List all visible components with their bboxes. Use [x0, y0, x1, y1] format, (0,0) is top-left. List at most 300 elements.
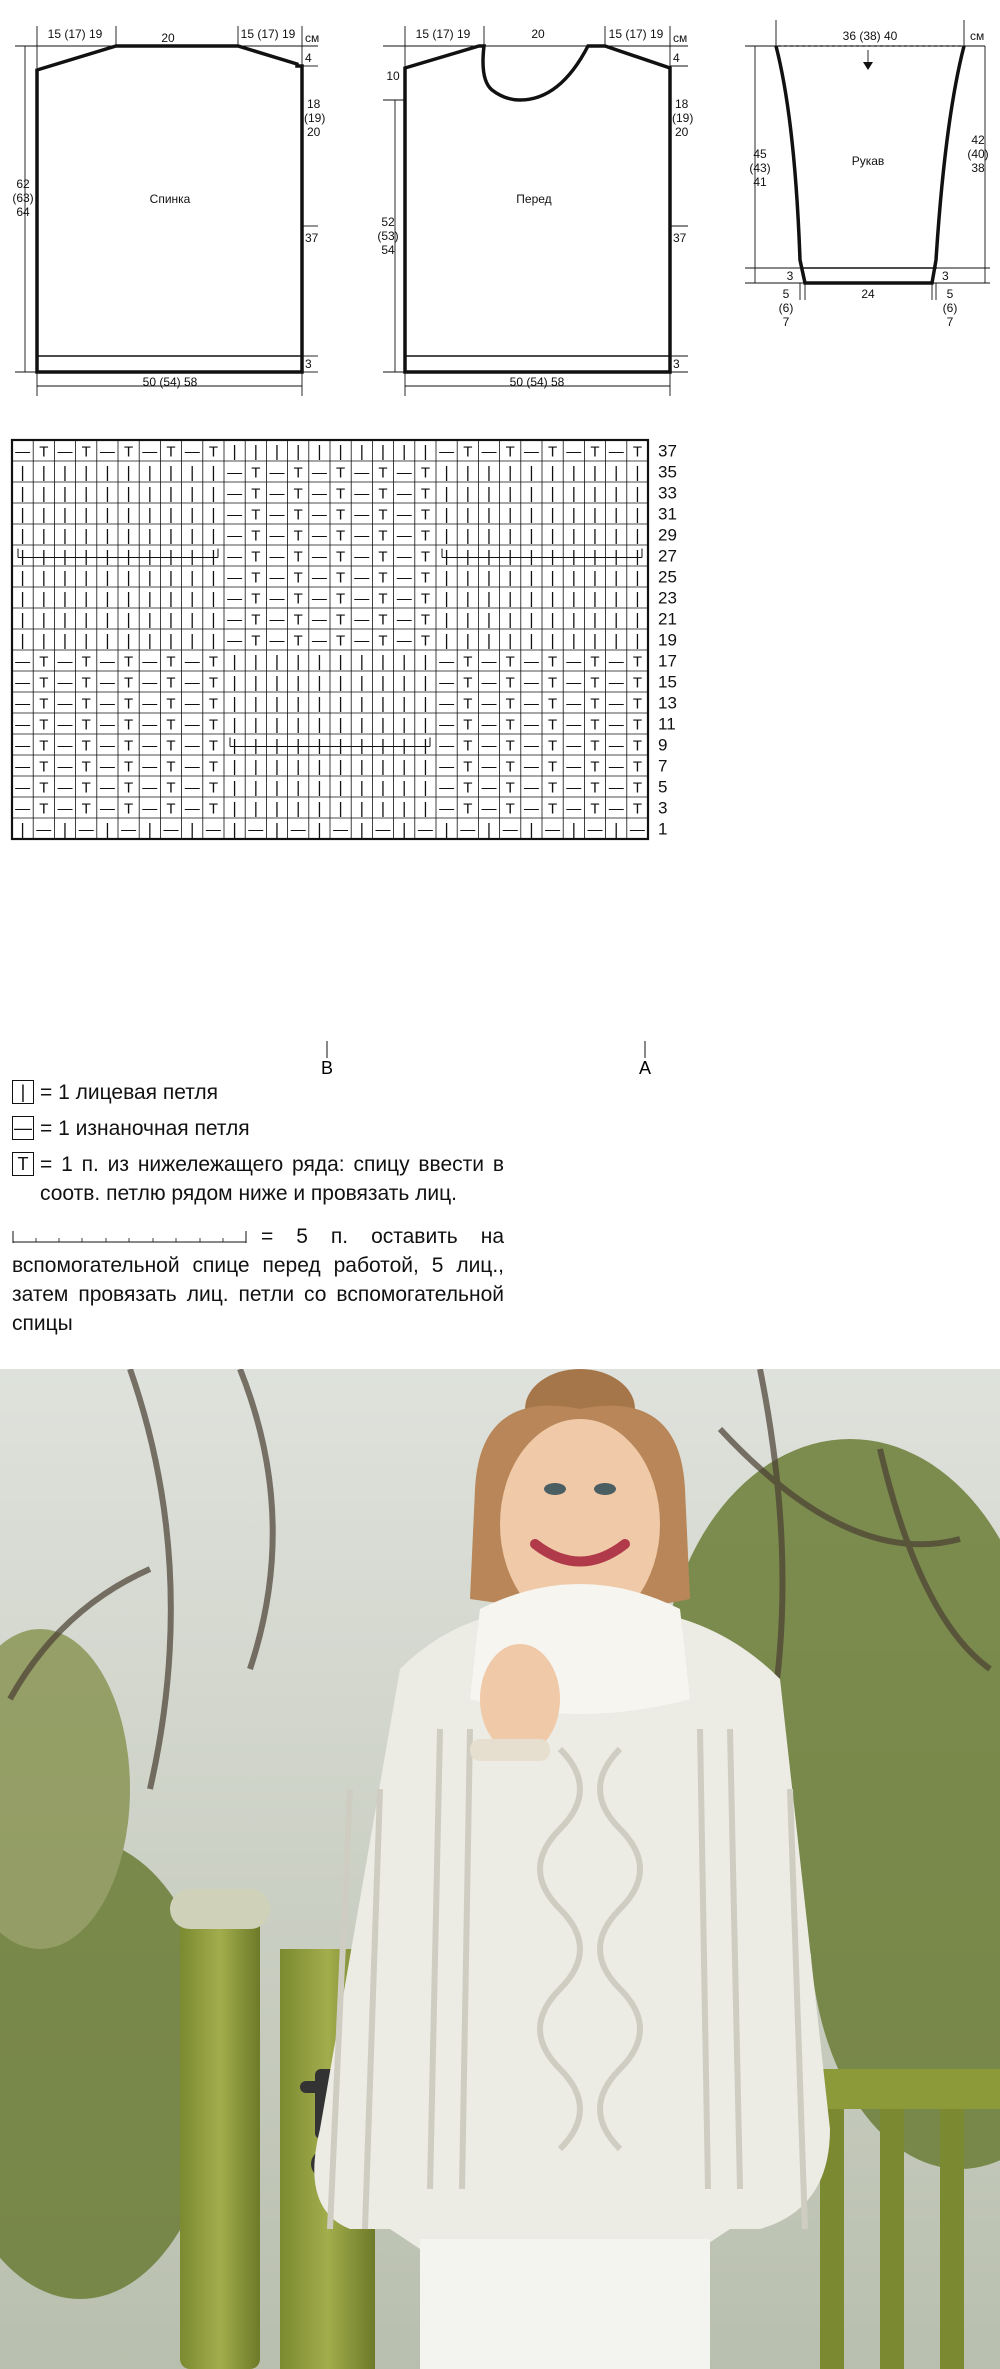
knit-below-stitch: T: [124, 779, 134, 797]
front-rib-label: 3: [673, 357, 680, 371]
purl-stitch: —: [15, 674, 31, 692]
knit-below-stitch: T: [336, 485, 346, 503]
knit-stitch: |: [486, 569, 492, 587]
knit-stitch: |: [338, 758, 343, 776]
knit-stitch: |: [508, 632, 513, 650]
knit-below-stitch: T: [632, 779, 642, 797]
knit-stitch: |: [465, 548, 470, 566]
knit-stitch: |: [529, 821, 534, 839]
back-armhole-label-3: 20: [307, 125, 321, 139]
purl-stitch: —: [354, 548, 370, 566]
knit-stitch: |: [62, 548, 68, 566]
purl-stitch: —: [523, 737, 539, 755]
purl-stitch: —: [311, 527, 327, 545]
knit-stitch: |: [614, 569, 619, 587]
knit-stitch: |: [550, 569, 555, 587]
knit-below-stitch: T: [208, 695, 218, 713]
purl-stitch: —: [481, 695, 497, 713]
knit-stitch: |: [444, 569, 449, 587]
knit-below-stitch: T: [548, 758, 558, 776]
knit-stitch: |: [508, 485, 513, 503]
front-length-label-3: 54: [381, 243, 395, 257]
knit-below-stitch: T: [336, 569, 346, 587]
knit-stitch: |: [190, 590, 195, 608]
knit-below-stitch: T: [548, 779, 558, 797]
purl-stitch: —: [566, 737, 582, 755]
purl-stitch: —: [311, 632, 327, 650]
knit-below-stitch: T: [505, 737, 515, 755]
knit-stitch: |: [359, 800, 364, 818]
knit-below-stitch: T: [590, 758, 600, 776]
knit-stitch: |: [338, 716, 343, 734]
knit-stitch: |: [444, 632, 449, 650]
knit-stitch: |: [105, 506, 110, 524]
back-length-label-1: 62: [16, 177, 30, 191]
knit-below-stitch: T: [505, 758, 515, 776]
legend-below-text: = 1 п. из нижележащего ряда: спицу ввести в соотв. петлю рядом ниже и провязать лиц.: [40, 1153, 504, 1205]
purl-stitch: —: [608, 800, 624, 818]
knit-below-stitch: T: [378, 506, 388, 524]
purl-stitch: —: [227, 611, 243, 629]
knit-stitch: |: [635, 548, 640, 566]
knit-stitch: |: [62, 464, 68, 482]
knit-stitch: |: [614, 590, 619, 608]
knit-below-stitch: T: [81, 443, 91, 461]
knit-stitch: |: [62, 821, 68, 839]
model-photo: [0, 1369, 1000, 2369]
back-title: Спинка: [149, 192, 191, 206]
row-number: 35: [658, 462, 677, 482]
knit-stitch: |: [253, 716, 258, 734]
knit-stitch: |: [20, 548, 25, 566]
legend-purl: [12, 1114, 504, 1143]
knit-below-stitch: T: [420, 590, 430, 608]
knit-stitch: |: [529, 548, 534, 566]
back-shoulder-right-label: 15 (17) 19: [240, 27, 296, 41]
knit-stitch: |: [84, 569, 89, 587]
knit-stitch: |: [274, 653, 280, 671]
purl-stitch: —: [269, 611, 285, 629]
purl-stitch: —: [481, 653, 497, 671]
knit-stitch: |: [20, 527, 25, 545]
knit-below-stitch: T: [420, 632, 430, 650]
knit-stitch: |: [550, 464, 555, 482]
knit-stitch: |: [41, 632, 46, 650]
knit-below-stitch: T: [166, 695, 176, 713]
purl-stitch: —: [481, 737, 497, 755]
knit-below-stitch: T: [548, 653, 558, 671]
knit-below-stitch: T: [590, 779, 600, 797]
knit-stitch: |: [253, 695, 258, 713]
knit-below-stitch: T: [251, 464, 261, 482]
row-number: 15: [658, 672, 677, 692]
knit-stitch: |: [168, 527, 174, 545]
purl-stitch: —: [439, 737, 455, 755]
knit-below-stitch: T: [505, 443, 515, 461]
knit-stitch: |: [380, 737, 386, 755]
purl-stitch: —: [502, 821, 518, 839]
knit-stitch: |: [571, 527, 576, 545]
knit-stitch: |: [359, 653, 364, 671]
knit-stitch-icon: |: [12, 1080, 34, 1104]
knit-stitch: |: [20, 485, 25, 503]
purl-stitch: —: [566, 674, 582, 692]
knit-stitch: |: [296, 737, 301, 755]
sleeve-length-right-1: 42: [971, 133, 985, 147]
purl-stitch: —: [608, 716, 624, 734]
knit-below-stitch: T: [251, 632, 261, 650]
knit-below-stitch: T: [632, 800, 642, 818]
knit-stitch: |: [274, 695, 280, 713]
knit-stitch: |: [402, 695, 407, 713]
purl-stitch: —: [142, 443, 158, 461]
knit-stitch: |: [465, 569, 470, 587]
knit-stitch: |: [380, 779, 386, 797]
knit-below-stitch: T: [463, 737, 473, 755]
knit-below-stitch: T: [336, 611, 346, 629]
purl-stitch: —: [396, 632, 412, 650]
purl-stitch: —: [587, 821, 603, 839]
knit-stitch: |: [571, 506, 576, 524]
knit-stitch: |: [253, 779, 258, 797]
knit-stitch: |: [486, 590, 492, 608]
purl-stitch: —: [545, 821, 561, 839]
knit-stitch: |: [126, 548, 131, 566]
knit-stitch: |: [105, 611, 110, 629]
knit-stitch: |: [126, 506, 131, 524]
knit-stitch: |: [20, 569, 25, 587]
garment-schematics: [0, 0, 1000, 410]
knit-below-stitch: T: [505, 653, 515, 671]
purl-stitch: —: [417, 821, 433, 839]
row-number: 33: [658, 483, 677, 503]
purl-stitch: —: [142, 695, 158, 713]
back-armhole-label-1: 18: [307, 97, 321, 111]
knit-below-icon: T: [12, 1152, 34, 1176]
knit-stitch: |: [41, 548, 46, 566]
purl-stitch: —: [142, 737, 158, 755]
purl-stitch: —: [227, 527, 243, 545]
knit-stitch: |: [550, 506, 555, 524]
knit-stitch: |: [105, 548, 110, 566]
purl-stitch: —: [354, 611, 370, 629]
purl-stitch: —: [396, 485, 412, 503]
knit-stitch: |: [62, 485, 68, 503]
purl-stitch: —: [269, 548, 285, 566]
knit-below-stitch: T: [81, 800, 91, 818]
knit-stitch: |: [423, 737, 428, 755]
purl-stitch: —: [15, 653, 31, 671]
purl-stitch: —: [523, 800, 539, 818]
knit-stitch: |: [190, 548, 195, 566]
knit-below-stitch: T: [39, 443, 49, 461]
front-length-label-2: (53): [377, 229, 399, 243]
purl-stitch: —: [396, 464, 412, 482]
knit-stitch: |: [62, 569, 68, 587]
purl-stitch: —: [333, 821, 349, 839]
knit-stitch: |: [232, 737, 237, 755]
purl-stitch: —: [184, 800, 200, 818]
knit-stitch: |: [274, 674, 280, 692]
knit-stitch: |: [571, 590, 576, 608]
knit-stitch: |: [317, 695, 322, 713]
row-number: 25: [658, 567, 677, 587]
sleeve-increase-right-3: 7: [946, 315, 954, 329]
sleeve-cuff-width-label: 24: [861, 287, 875, 301]
knit-stitch: |: [444, 548, 449, 566]
marker-a: A: [638, 1058, 652, 1075]
knit-below-stitch: T: [505, 800, 515, 818]
knit-stitch: |: [635, 590, 640, 608]
knit-stitch: |: [423, 695, 428, 713]
knit-stitch: |: [529, 485, 534, 503]
knit-stitch: |: [168, 506, 174, 524]
knit-below-stitch: T: [293, 485, 303, 503]
purl-stitch-icon: —: [14, 1118, 32, 1138]
knit-below-stitch: T: [632, 443, 642, 461]
knit-stitch: |: [359, 716, 364, 734]
knit-stitch: |: [423, 716, 428, 734]
purl-stitch: —: [227, 548, 243, 566]
purl-stitch: —: [481, 779, 497, 797]
knit-stitch: |: [338, 695, 343, 713]
knit-stitch: |: [614, 506, 619, 524]
knit-stitch: |: [147, 569, 152, 587]
knit-stitch: |: [423, 758, 428, 776]
purl-stitch: —: [184, 695, 200, 713]
knit-stitch: |: [296, 716, 301, 734]
knit-below-stitch: T: [378, 527, 388, 545]
knit-stitch: |: [147, 527, 152, 545]
purl-stitch: —: [57, 443, 73, 461]
purl-stitch: —: [566, 800, 582, 818]
purl-stitch: —: [481, 800, 497, 818]
knit-stitch: |: [317, 716, 322, 734]
purl-stitch: —: [142, 653, 158, 671]
knit-stitch: |: [20, 611, 25, 629]
back-rib-label: 3: [305, 357, 312, 371]
knit-below-stitch: T: [124, 758, 134, 776]
knit-below-stitch: T: [336, 632, 346, 650]
knit-below-stitch: T: [124, 674, 134, 692]
knit-stitch: |: [147, 548, 152, 566]
purl-stitch: —: [121, 821, 137, 839]
purl-stitch: —: [523, 758, 539, 776]
knit-stitch: |: [402, 758, 407, 776]
knit-stitch: |: [253, 443, 258, 461]
knit-below-stitch: T: [420, 506, 430, 524]
legend-below: [12, 1150, 504, 1208]
purl-stitch: —: [163, 821, 179, 839]
row-number: 5: [658, 777, 668, 797]
row-number: 21: [658, 609, 677, 629]
knit-stitch: |: [486, 821, 492, 839]
knit-stitch: |: [105, 527, 110, 545]
purl-stitch: —: [566, 779, 582, 797]
knit-stitch: |: [529, 464, 534, 482]
purl-stitch: —: [566, 443, 582, 461]
purl-stitch: —: [354, 485, 370, 503]
knit-stitch: |: [190, 821, 195, 839]
knit-stitch: |: [614, 485, 619, 503]
knit-stitch: |: [168, 464, 174, 482]
knit-below-stitch: T: [208, 716, 218, 734]
purl-stitch: —: [375, 821, 391, 839]
knit-below-stitch: T: [251, 590, 261, 608]
purl-stitch: —: [523, 653, 539, 671]
knit-stitch: |: [41, 485, 46, 503]
purl-stitch: —: [227, 632, 243, 650]
knit-stitch: |: [253, 653, 258, 671]
purl-stitch: —: [57, 779, 73, 797]
knit-stitch: |: [232, 716, 237, 734]
knit-below-stitch: T: [124, 800, 134, 818]
knit-below-stitch: T: [81, 674, 91, 692]
knit-below-stitch: T: [463, 716, 473, 734]
knit-stitch: |: [402, 716, 407, 734]
row-number: 1: [658, 819, 668, 839]
purl-stitch: —: [439, 653, 455, 671]
purl-stitch: —: [311, 611, 327, 629]
knit-below-stitch: T: [378, 611, 388, 629]
legend-knit-text: = 1 лицевая петля: [40, 1081, 219, 1104]
knit-below-stitch: T: [166, 653, 176, 671]
knit-stitch: |: [41, 506, 46, 524]
knit-stitch: |: [147, 611, 152, 629]
knit-stitch: |: [571, 464, 576, 482]
purl-stitch: —: [99, 674, 115, 692]
knit-stitch: |: [529, 611, 534, 629]
knit-stitch: |: [105, 821, 110, 839]
knit-stitch: |: [84, 506, 89, 524]
knit-below-stitch: T: [251, 548, 261, 566]
knit-stitch: |: [62, 506, 68, 524]
knit-below-stitch: T: [590, 653, 600, 671]
knit-stitch: |: [614, 527, 619, 545]
purl-stitch: —: [290, 821, 306, 839]
purl-stitch: —: [57, 653, 73, 671]
knit-below-stitch: T: [293, 569, 303, 587]
knit-stitch: |: [20, 590, 25, 608]
back-length-label-2: (63): [12, 191, 34, 205]
knit-stitch: |: [338, 737, 343, 755]
back-length-label-3: 64: [16, 205, 30, 219]
knit-below-stitch: T: [293, 506, 303, 524]
knit-below-stitch: T: [463, 443, 473, 461]
knit-stitch: |: [614, 611, 619, 629]
knit-stitch: |: [571, 611, 576, 629]
sleeve-top-width-label: 36 (38) 40: [842, 29, 898, 43]
knit-stitch: |: [84, 590, 89, 608]
purl-stitch: —: [184, 758, 200, 776]
knit-below-stitch: T: [208, 800, 218, 818]
knit-stitch: |: [380, 674, 386, 692]
purl-stitch: —: [396, 590, 412, 608]
knit-below-stitch: T: [505, 716, 515, 734]
purl-stitch: —: [248, 821, 264, 839]
knit-stitch: |: [41, 590, 46, 608]
knit-stitch: |: [402, 800, 407, 818]
knit-stitch: |: [147, 590, 152, 608]
knit-stitch: |: [359, 779, 364, 797]
knit-stitch: |: [402, 443, 407, 461]
knit-stitch: |: [20, 464, 25, 482]
purl-stitch: —: [269, 569, 285, 587]
purl-stitch: —: [396, 506, 412, 524]
front-armhole-label-2: (19): [672, 111, 694, 125]
knit-stitch: |: [423, 674, 428, 692]
unit-label-sleeve: см: [970, 29, 985, 43]
knit-stitch: |: [211, 548, 216, 566]
purl-stitch: —: [608, 443, 624, 461]
knit-below-stitch: T: [124, 716, 134, 734]
knit-stitch: |: [274, 716, 280, 734]
purl-stitch: —: [184, 779, 200, 797]
knit-below-stitch: T: [251, 611, 261, 629]
knit-stitch: |: [232, 758, 237, 776]
purl-stitch: —: [269, 485, 285, 503]
knit-stitch: |: [486, 611, 492, 629]
purl-stitch: —: [354, 569, 370, 587]
knit-stitch: |: [529, 632, 534, 650]
purl-stitch: —: [439, 758, 455, 776]
purl-stitch: —: [57, 800, 73, 818]
knit-below-stitch: T: [463, 779, 473, 797]
knit-stitch: |: [486, 527, 492, 545]
legend-cable: [12, 1222, 504, 1338]
purl-stitch: —: [354, 590, 370, 608]
knit-stitch: |: [105, 569, 110, 587]
front-outline: [405, 46, 670, 372]
purl-stitch: —: [396, 611, 412, 629]
knit-stitch: |: [62, 590, 68, 608]
purl-stitch: —: [269, 590, 285, 608]
purl-stitch: —: [439, 800, 455, 818]
knit-stitch: |: [105, 632, 110, 650]
knit-stitch: |: [529, 506, 534, 524]
knit-stitch: |: [232, 653, 237, 671]
knit-stitch: |: [592, 527, 598, 545]
purl-stitch: —: [99, 758, 115, 776]
knit-stitch: |: [211, 611, 216, 629]
knit-stitch: |: [168, 611, 174, 629]
knit-below-stitch: T: [463, 653, 473, 671]
sleeve-length-right-3: 38: [971, 161, 985, 175]
knit-below-stitch: T: [548, 737, 558, 755]
purl-stitch: —: [269, 527, 285, 545]
knit-stitch: |: [84, 548, 89, 566]
knit-stitch: |: [444, 527, 449, 545]
knit-stitch: |: [380, 653, 386, 671]
purl-stitch: —: [523, 674, 539, 692]
knit-below-stitch: T: [632, 758, 642, 776]
knit-stitch: |: [423, 653, 428, 671]
front-shoulder-right-label: 15 (17) 19: [608, 27, 664, 41]
knit-stitch: |: [41, 569, 46, 587]
knit-below-stitch: T: [39, 737, 49, 755]
knit-stitch: |: [635, 632, 640, 650]
sleeve-increase-left-1: 5: [782, 287, 790, 301]
knit-stitch: |: [211, 527, 216, 545]
knit-below-stitch: T: [336, 548, 346, 566]
knit-stitch: |: [614, 821, 619, 839]
knit-below-stitch: T: [505, 674, 515, 692]
knit-stitch: |: [359, 737, 364, 755]
sleeve-length-right-2: (40): [967, 147, 989, 161]
knit-stitch: |: [211, 590, 216, 608]
knit-stitch: |: [147, 485, 152, 503]
sleeve-increase-left-3: 7: [782, 315, 790, 329]
